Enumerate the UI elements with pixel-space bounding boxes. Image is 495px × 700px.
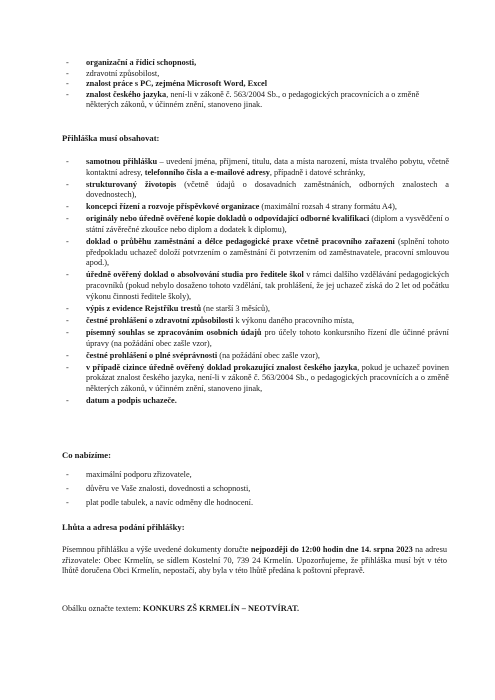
list-item: - v případě cizince úředně ověřený doklad prokazující znalost českého jazyka, pokud je uchazeč povinen prokázat znalost českého jazyka, není-li v zákoně č. 563/2004 Sb., o pedagogických pracovnících a o změně některých zákonů, v účinném znění, stanoveno jinak,: [63, 363, 449, 395]
deadline-heading: Lhůta a adresa podání přihlášky:: [62, 522, 185, 532]
deadline-paragraph: Písemnou přihlášku a výše uvedené dokumenty doručte nejpozději do 12:00 hodin dne 14. srpna 2023 na adresu zřizovatele: Obec Krmelín, se sídlem Kostelní 70, 739 24 Krmelín. Upozorňujeme, že přihláška musí být v této lhůtě doručena Obci Krmelín, nepostačí, aby byla v této lhůtě předána k poštovní přepravě.: [62, 545, 447, 576]
list-item: - znalost práce s PC, zejména Microsoft Word, Excel: [63, 79, 449, 90]
list-item: - výpis z evidence Rejstříku trestů (ne starší 3 měsíců),: [63, 304, 449, 315]
list-item: - písemný souhlas se zpracováním osobních údajů pro účely tohoto konkursního řízení dle účinné právní úpravy (na požádání obec zašle vzor),: [63, 328, 449, 349]
envelope-paragraph: Obálku označte textem: KONKURS ZŠ KRMELÍN – NEOTVÍRAT.: [62, 604, 300, 613]
offer-heading: Co nabízíme:: [62, 450, 111, 460]
list-item: - samotnou přihlášku – uvedení jména, příjmení, titulu, data a místa narození, místa trvalého pobytu, včetně kontaktní adresy, telefonního čísla a e-mailové adresy, případně i datové schránky,: [63, 157, 449, 178]
requirements-list: [63, 58, 449, 111]
application-heading: Přihláška musí obsahovat:: [62, 133, 160, 143]
list-item: - úředně ověřený doklad o absolvování studia pro ředitele škol v rámci dalšího vzdělávání pedagogických pracovníků (pokud nebylo dosaženo tohoto vzdělání, tak prohlášení, že jej uchazeč získá do 2 let od počátku výkonu činnosti ředitele školy),: [63, 270, 449, 302]
list-item: - čestné prohlášení o zdravotní způsobilosti k výkonu daného pracovního místa,: [63, 316, 449, 327]
list-item: - datum a podpis uchazeče.: [63, 396, 449, 407]
offer-list: [63, 470, 449, 511]
list-item: - maximální podporu zřizovatele,: [63, 470, 449, 481]
list-item: - plat podle tabulek, a navíc odměny dle hodnocení.: [63, 498, 449, 509]
list-item: - strukturovaný životopis (včetně údajů o dosavadních zaměstnáních, odborných znalostech a dovednostech),: [63, 180, 449, 201]
application-contents-list: [63, 157, 449, 408]
list-item: - znalost českého jazyka, není-li v zákoně č. 563/2004 Sb., o pedagogických pracovnících a o změně některých zákonů, v účinném znění, stanoveno jinak.: [63, 90, 449, 111]
list-item: - koncepci řízení a rozvoje příspěvkové organizace (maximální rozsah 4 strany formátu A4),: [63, 202, 449, 213]
list-item: - důvěru ve Vaše znalosti, dovednosti a schopnosti,: [63, 484, 449, 495]
list-item: - doklad o průběhu zaměstnání a délce pedagogické praxe včetně pracovního zařazení (splnění tohoto předpokladu uchazeč doloží potvrzením o zaměstnání či potvrzením od zaměstnavatele, pracovní smlouvou apod.),: [63, 237, 449, 269]
list-item: - zdravotní způsobilost,: [63, 69, 449, 80]
list-item: - čestné prohlášení o plné svéprávnosti (na požádání obec zašle vzor),: [63, 351, 449, 362]
list-item: - organizační a řídicí schopnosti,: [63, 58, 449, 69]
list-item: - originály nebo úředně ověřené kopie dokladů o odpovídající odborné kvalifikaci (diplom a vysvědčení o státní závěrečné zkoušce nebo diplom a dodatek k diplomu),: [63, 214, 449, 235]
